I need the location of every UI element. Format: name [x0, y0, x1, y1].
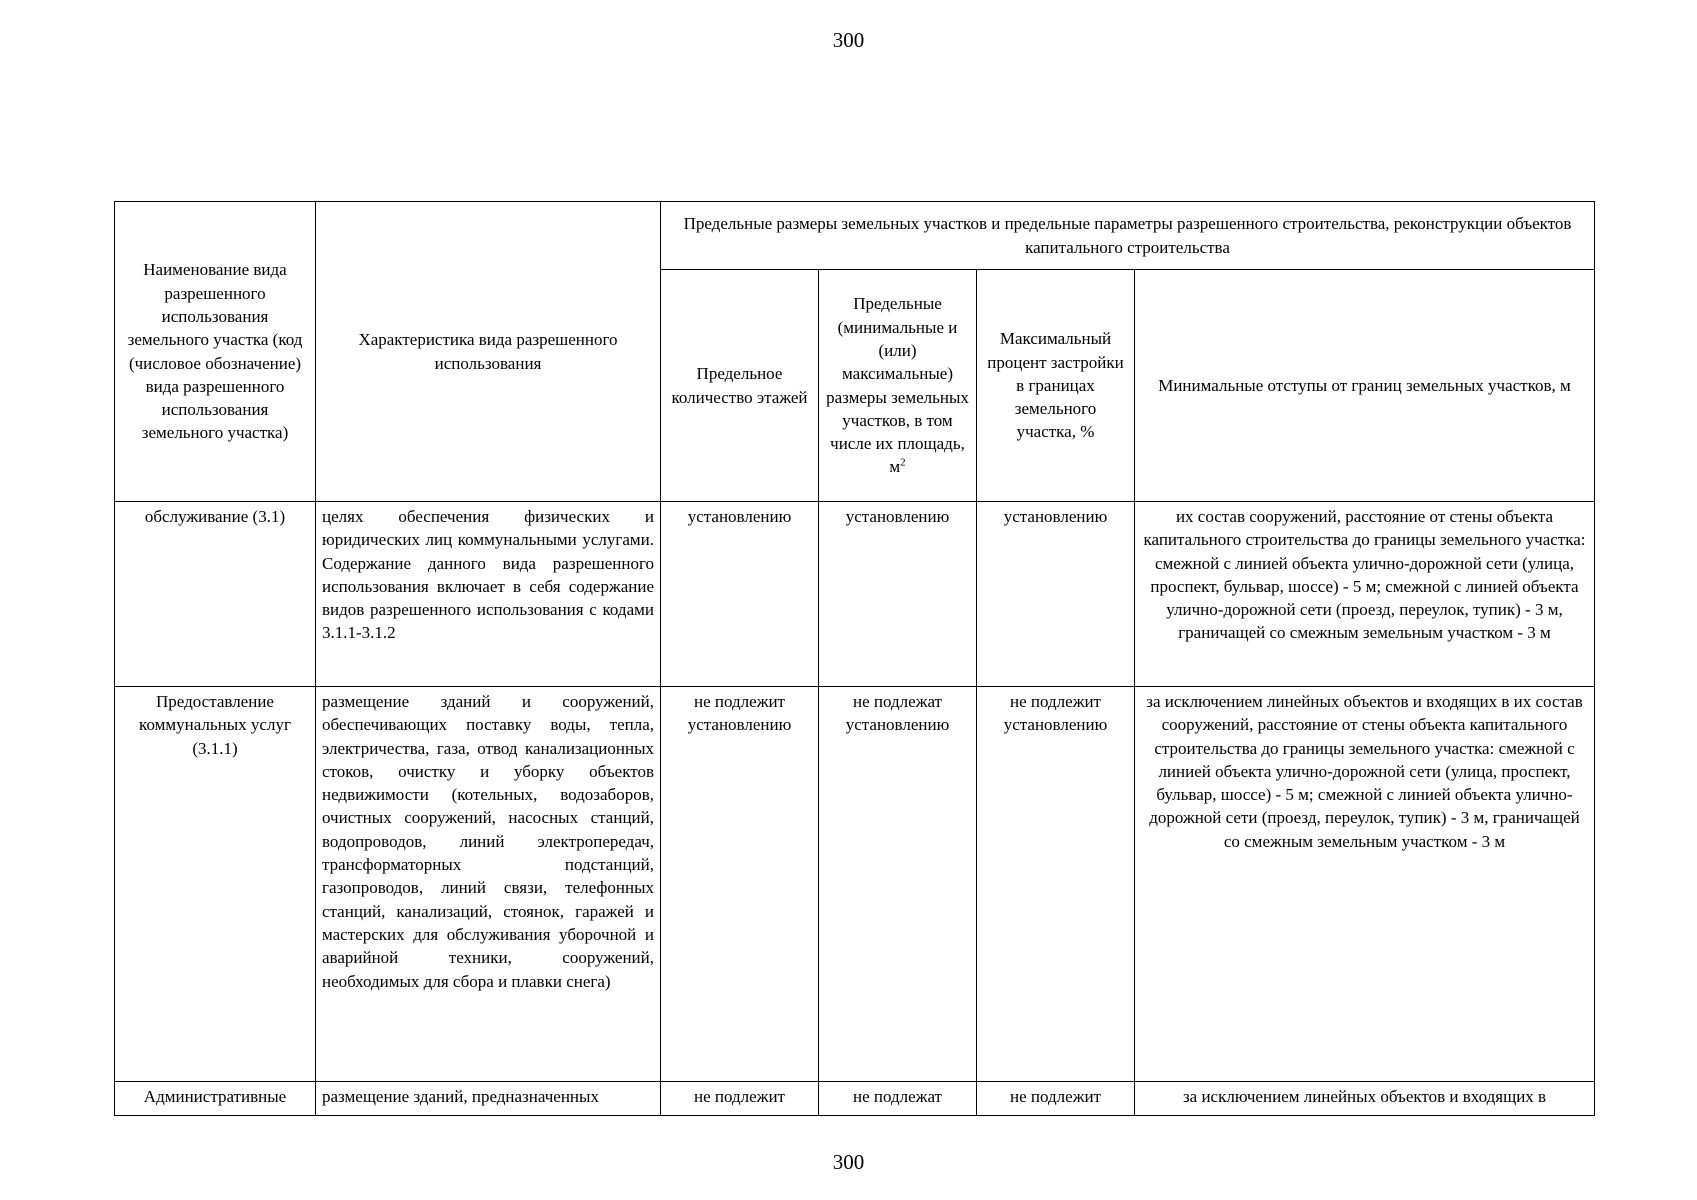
- cell-floors: не подлежит установлению: [661, 687, 819, 1082]
- cell-percent: не подлежит: [977, 1082, 1135, 1116]
- table-row: [115, 502, 1595, 687]
- header-max-coverage: Максимальный процент застройки в границах земельного участка, %: [977, 270, 1135, 502]
- header-use-description: Характеристика вида разрешенного использования: [316, 202, 661, 502]
- header-plot-sizes: [819, 270, 977, 502]
- cell-floors: установлению: [661, 502, 819, 687]
- table-row: [115, 687, 1595, 1082]
- cell-description: целях обеспечения физических и юридических лиц коммунальными услугами. Содержание данного вида разрешенного использования включает в себя содержание видов разрешенного использования с кодами 3.1.1-3.1.2: [316, 502, 661, 687]
- cell-name: Административные: [115, 1082, 316, 1116]
- header-land-use-name: Наименование вида разрешенного использования земельного участка (код (числовое обозначение) вида разрешенного использования земельного участка): [115, 202, 316, 502]
- page-number-top: 300: [832, 28, 865, 52]
- cell-name: обслуживание (3.1): [115, 502, 316, 687]
- header-plot-sizes-text: Предельные (минимальные и (или) максимальные) размеры земельных участков, в том числе их площадь, м: [826, 294, 969, 477]
- header-max-floors: Предельное количество этажей: [661, 270, 819, 502]
- header-row-1: [115, 202, 1595, 270]
- header-min-setbacks: Минимальные отступы от границ земельных участков, м: [1135, 270, 1595, 502]
- cell-percent: не подлежит установлению: [977, 687, 1135, 1082]
- cell-sizes: не подлежат: [819, 1082, 977, 1116]
- header-limits-group: Предельные размеры земельных участков и предельные параметры разрешенного строительства, реконструкции объектов капитального строительства: [661, 202, 1595, 270]
- cell-setbacks: за исключением линейных объектов и входящих в их состав сооружений, расстояние от стены объекта капитального строительства до границы земельного участка: смежной с линией объекта улично-дорожной сети (улица, проспект, бульвар, шоссе) - 5 м; смежной с линией объекта улично-дорожной сети (проезд, переулок, тупик) - 3 м, граничащей со смежным земельным участком - 3 м: [1135, 687, 1595, 1082]
- cell-setbacks: за исключением линейных объектов и входящих в: [1135, 1082, 1595, 1116]
- cell-floors: не подлежит: [661, 1082, 819, 1116]
- page-number-bottom: 300: [832, 1150, 865, 1174]
- cell-description: размещение зданий и сооружений, обеспечивающих поставку воды, тепла, электричества, газа, отвод канализационных стоков, очистку и уборку объектов недвижимости (котельных, водозаборов, очистных сооружений, насосных станций, водопроводов, линий электропередач, трансформаторных подстанций, газопроводов, линий связи, телефонных станций, канализаций, стоянок, гаражей и мастерских для обслуживания уборочной и аварийной техники, сооружений, необходимых для сбора и плавки снега): [316, 687, 661, 1082]
- cell-sizes: не подлежат установлению: [819, 687, 977, 1082]
- cell-sizes: установлению: [819, 502, 977, 687]
- cell-name: Предоставление коммунальных услуг (3.1.1): [115, 687, 316, 1082]
- table-row: [115, 1082, 1595, 1116]
- header-plot-sizes-sup: 2: [900, 456, 906, 469]
- regulations-table: [114, 201, 1595, 1116]
- cell-setbacks: их состав сооружений, расстояние от стены объекта капитального строительства до границы земельного участка: смежной с линией объекта улично-дорожной сети (улица, проспект, бульвар, шоссе) - 5 м; смежной с линией объекта улично-дорожной сети (проезд, переулок, тупик) - 3 м, граничащей со смежным земельным участком - 3 м: [1135, 502, 1595, 687]
- cell-description: размещение зданий, предназначенных: [316, 1082, 661, 1116]
- cell-percent: установлению: [977, 502, 1135, 687]
